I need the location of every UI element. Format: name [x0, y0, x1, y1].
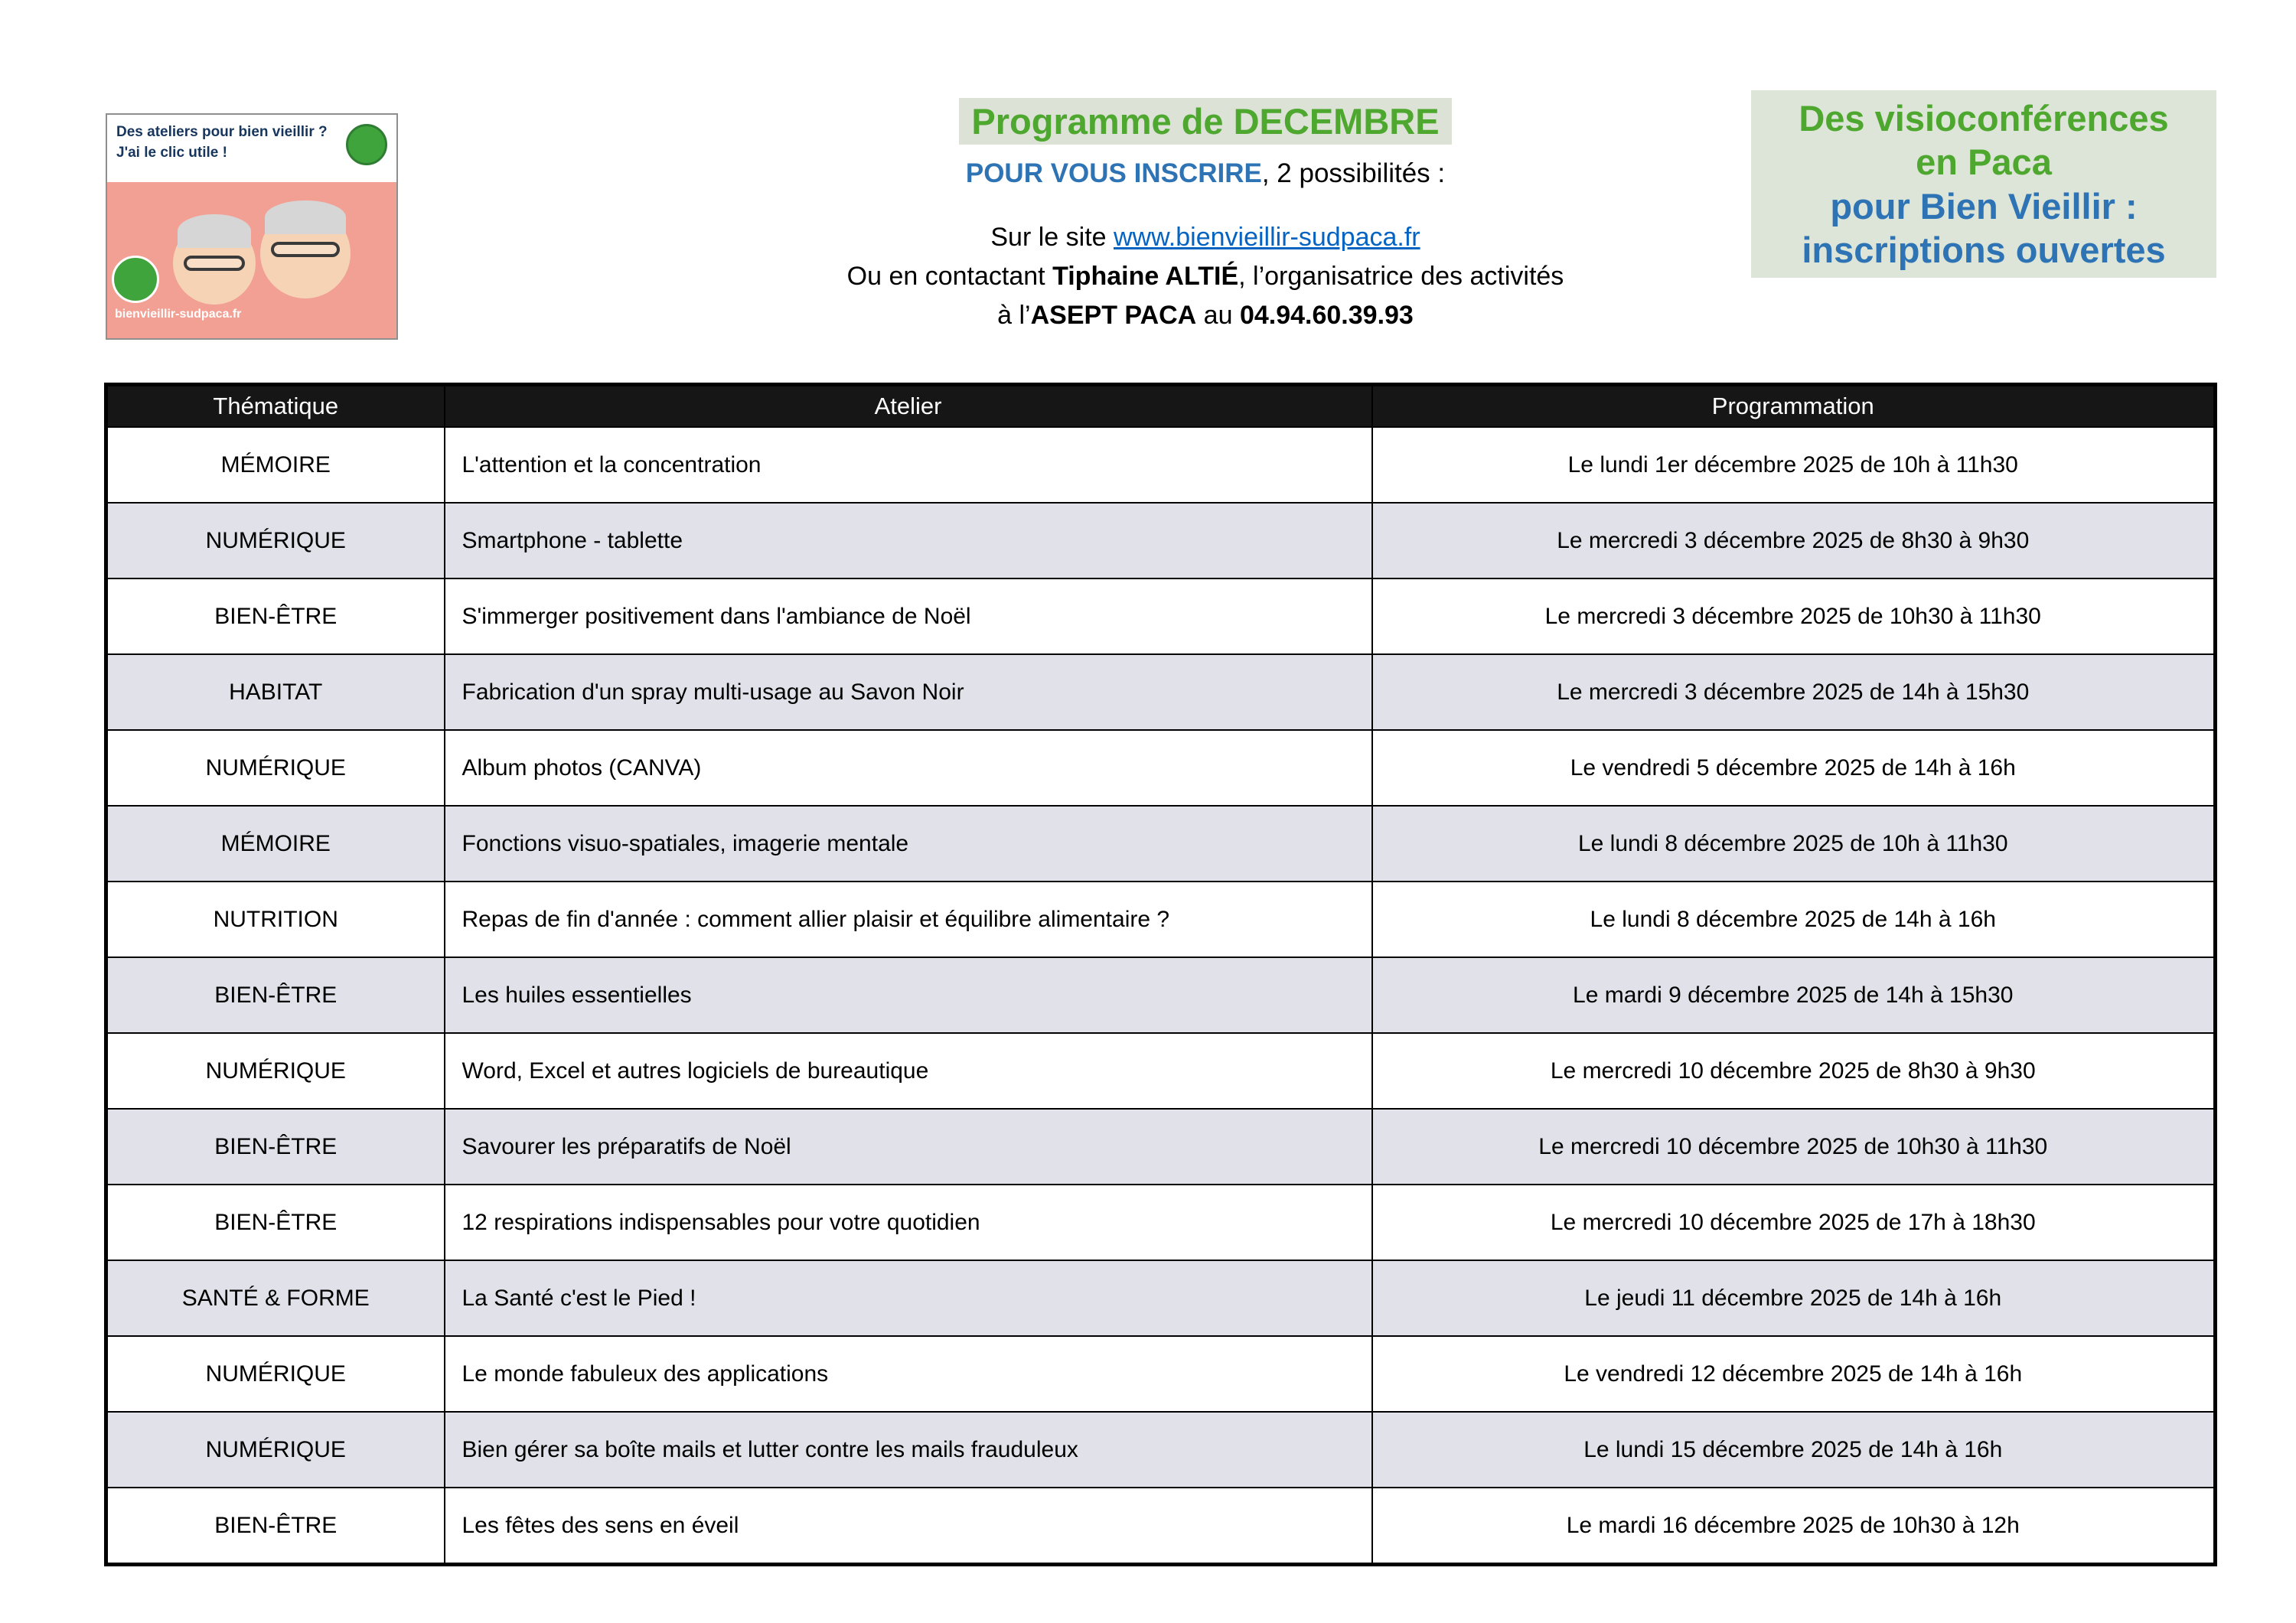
contact-suffix-text: , l’organisatrice des activités	[1238, 262, 1564, 291]
cell-programmation: Le vendredi 12 décembre 2025 de 14h à 16h	[1372, 1336, 2216, 1412]
person-illustration	[260, 208, 351, 298]
org-line	[689, 301, 1722, 331]
column-header-atelier: Atelier	[445, 385, 1372, 428]
promo-photo	[107, 182, 396, 338]
cell-thematique: BIEN-ÊTRE	[106, 1185, 445, 1260]
program-table	[104, 383, 2217, 1566]
cell-thematique: BIEN-ÊTRE	[106, 1109, 445, 1185]
promo-card-header	[107, 115, 396, 182]
table-row	[106, 1109, 2216, 1185]
cell-atelier: Les huiles essentielles	[445, 957, 1372, 1033]
contact-line	[689, 262, 1722, 292]
promo-caption-line2: J'ai le clic utile !	[116, 144, 227, 161]
cell-programmation: Le jeudi 11 décembre 2025 de 14h à 16h	[1372, 1260, 2216, 1336]
cell-programmation: Le mercredi 3 décembre 2025 de 8h30 à 9h30	[1372, 503, 2216, 578]
cell-atelier: 12 respirations indispensables pour votre quotidien	[445, 1185, 1372, 1260]
column-header-thematique: Thématique	[106, 385, 445, 428]
column-header-programmation: Programmation	[1372, 385, 2216, 428]
table-row	[106, 1488, 2216, 1565]
inscribe-rest-text: , 2 possibilités :	[1261, 158, 1446, 188]
visio-banner-line2: en Paca	[1916, 142, 2052, 183]
contact-prefix-text: Ou en contactant	[846, 262, 1053, 291]
header-block	[689, 98, 1722, 331]
cell-programmation: Le mardi 9 décembre 2025 de 14h à 15h30	[1372, 957, 2216, 1033]
cell-atelier: Savourer les préparatifs de Noël	[445, 1109, 1372, 1185]
org-name-text: ASEPT PACA	[1030, 301, 1197, 330]
cell-thematique: MÉMOIRE	[106, 427, 445, 503]
green-circle-icon	[112, 256, 159, 303]
table-row	[106, 1260, 2216, 1336]
table-row	[106, 1412, 2216, 1488]
table-row	[106, 578, 2216, 654]
cell-programmation: Le mercredi 3 décembre 2025 de 14h à 15h30	[1372, 654, 2216, 730]
table-header-row	[106, 385, 2216, 428]
cell-atelier: Les fêtes des sens en éveil	[445, 1488, 1372, 1565]
cell-thematique: NUMÉRIQUE	[106, 1412, 445, 1488]
cell-programmation: Le mercredi 10 décembre 2025 de 8h30 à 9h30	[1372, 1033, 2216, 1109]
cell-programmation: Le lundi 8 décembre 2025 de 14h à 16h	[1372, 882, 2216, 957]
cell-atelier: Album photos (CANVA)	[445, 730, 1372, 806]
cell-thematique: NUMÉRIQUE	[106, 1033, 445, 1109]
contact-name-text: Tiphaine ALTIÉ	[1052, 262, 1239, 291]
table-row	[106, 1336, 2216, 1412]
table-row	[106, 1033, 2216, 1109]
table-row	[106, 882, 2216, 957]
cell-thematique: NUMÉRIQUE	[106, 1336, 445, 1412]
cell-atelier: Le monde fabuleux des applications	[445, 1336, 1372, 1412]
table-row	[106, 1185, 2216, 1260]
cell-thematique: NUTRITION	[106, 882, 445, 957]
promo-caption-line1: Des ateliers pour bien vieillir ?	[116, 124, 328, 140]
cell-programmation: Le lundi 15 décembre 2025 de 14h à 16h	[1372, 1412, 2216, 1488]
cell-programmation: Le lundi 1er décembre 2025 de 10h à 11h30	[1372, 427, 2216, 503]
table-row	[106, 957, 2216, 1033]
cell-atelier: Repas de fin d'année : comment allier plaisir et équilibre alimentaire ?	[445, 882, 1372, 957]
table-row	[106, 730, 2216, 806]
cell-thematique: BIEN-ÊTRE	[106, 1488, 445, 1565]
org-mid-text: au	[1196, 301, 1240, 330]
table-row	[106, 654, 2216, 730]
site-link[interactable]: www.bienvieillir-sudpaca.fr	[1114, 223, 1420, 252]
table-row	[106, 503, 2216, 578]
org-prefix-text: à l’	[997, 301, 1031, 330]
visio-banner-line4: inscriptions ouvertes	[1802, 229, 2166, 270]
cell-atelier: Bien gérer sa boîte mails et lutter contre les mails frauduleux	[445, 1412, 1372, 1488]
table-row	[106, 806, 2216, 882]
cell-atelier: L'attention et la concentration	[445, 427, 1372, 503]
cell-programmation: Le mardi 16 décembre 2025 de 10h30 à 12h	[1372, 1488, 2216, 1565]
inscribe-bold-text: POUR VOUS INSCRIRE	[965, 158, 1262, 188]
cell-atelier: Word, Excel et autres logiciels de bureautique	[445, 1033, 1372, 1109]
page-title: Programme de DECEMBRE	[959, 98, 1451, 145]
cell-programmation: Le mercredi 10 décembre 2025 de 17h à 18h30	[1372, 1185, 2216, 1260]
cell-atelier: Fonctions visuo-spatiales, imagerie mentale	[445, 806, 1372, 882]
cell-thematique: SANTÉ & FORME	[106, 1260, 445, 1336]
cell-thematique: NUMÉRIQUE	[106, 730, 445, 806]
phone-number: 04.94.60.39.93	[1239, 301, 1414, 330]
cell-atelier: Fabrication d'un spray multi-usage au Savon Noir	[445, 654, 1372, 730]
promo-url: bienvieillir-sudpaca.fr	[115, 308, 242, 321]
cell-programmation: Le vendredi 5 décembre 2025 de 14h à 16h	[1372, 730, 2216, 806]
cell-thematique: MÉMOIRE	[106, 806, 445, 882]
brand-logo-icon	[346, 124, 387, 165]
page-title-wrap	[689, 98, 1722, 145]
cell-thematique: HABITAT	[106, 654, 445, 730]
visio-banner	[1751, 90, 2216, 278]
cell-programmation: Le lundi 8 décembre 2025 de 10h à 11h30	[1372, 806, 2216, 882]
cell-thematique: BIEN-ÊTRE	[106, 957, 445, 1033]
cell-atelier: Smartphone - tablette	[445, 503, 1372, 578]
cell-atelier: La Santé c'est le Pied !	[445, 1260, 1372, 1336]
cell-thematique: BIEN-ÊTRE	[106, 578, 445, 654]
visio-banner-line3: pour Bien Vieillir :	[1830, 185, 2138, 227]
visio-banner-line1: Des visioconférences	[1799, 98, 2169, 139]
cell-thematique: NUMÉRIQUE	[106, 503, 445, 578]
promo-card	[106, 113, 398, 340]
site-prefix-text: Sur le site	[990, 223, 1114, 252]
cell-atelier: S'immerger positivement dans l'ambiance de Noël	[445, 578, 1372, 654]
site-line	[689, 223, 1722, 253]
table-row	[106, 427, 2216, 503]
person-illustration	[173, 222, 256, 305]
cell-programmation: Le mercredi 3 décembre 2025 de 10h30 à 11h30	[1372, 578, 2216, 654]
inscribe-line	[689, 158, 1722, 189]
cell-programmation: Le mercredi 10 décembre 2025 de 10h30 à 11h30	[1372, 1109, 2216, 1185]
